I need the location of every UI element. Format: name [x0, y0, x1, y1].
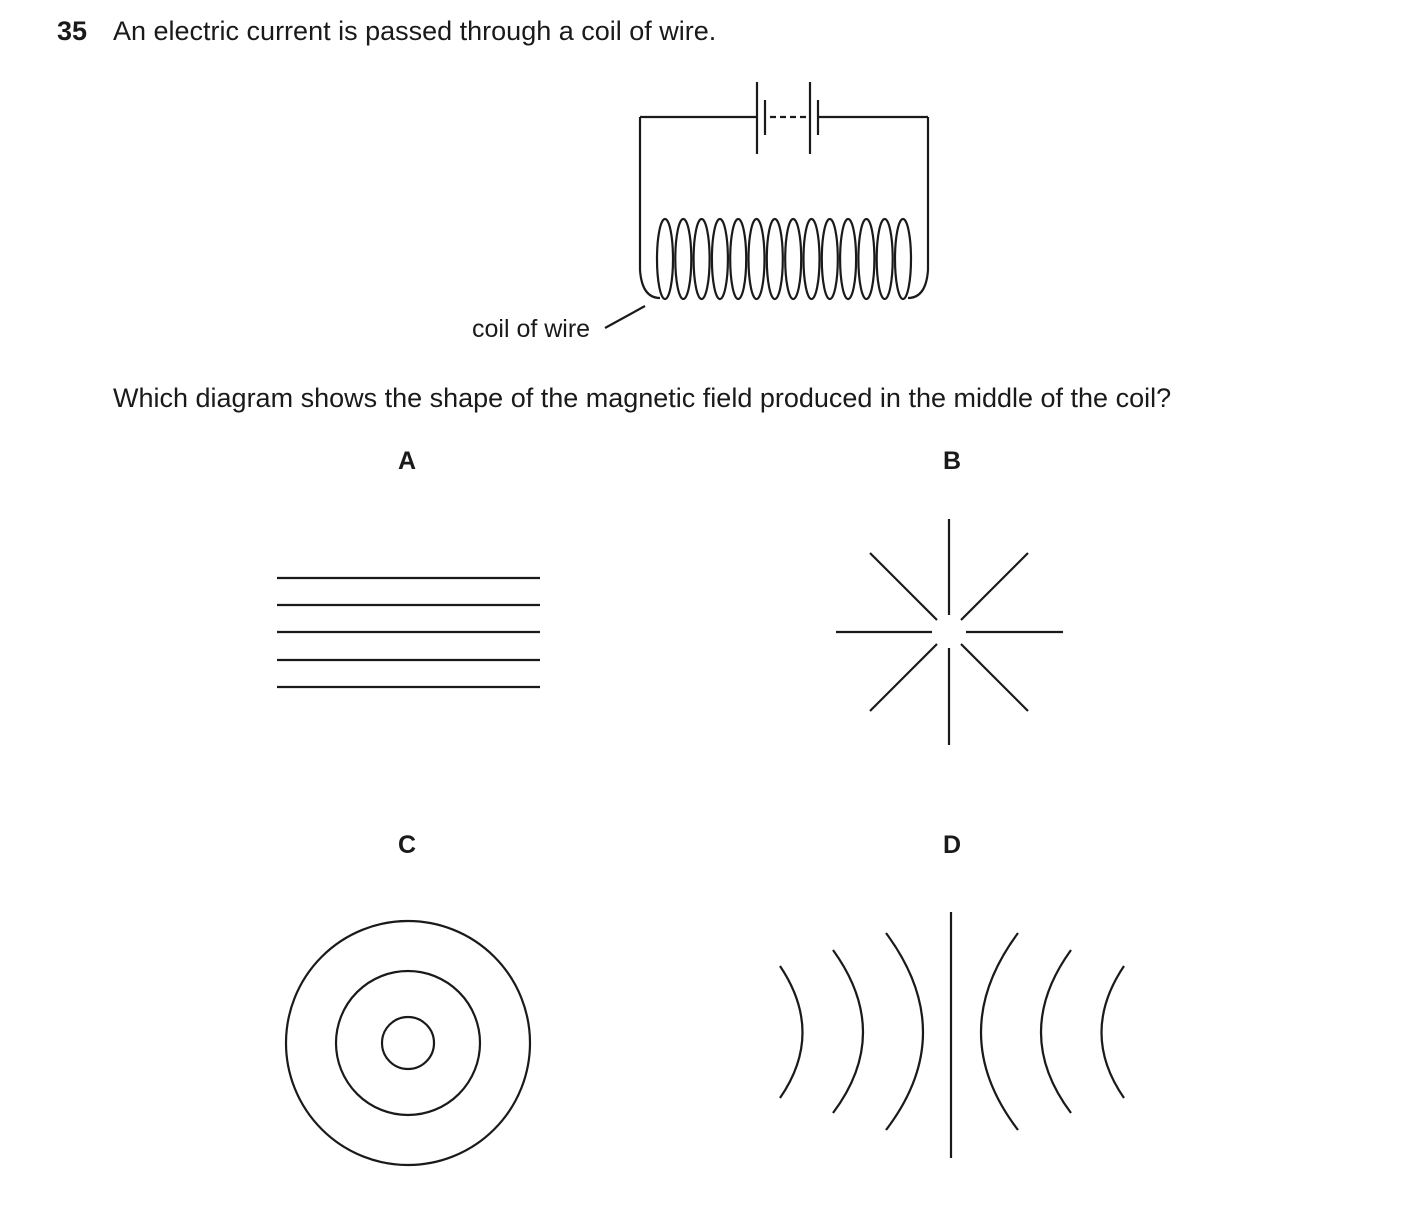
coil-loop	[895, 219, 911, 299]
coil-loop	[785, 219, 801, 299]
option-c-label[interactable]: C	[397, 831, 417, 859]
option-a-label[interactable]: A	[397, 447, 417, 475]
option-a-diagram	[277, 578, 540, 687]
battery-symbol	[640, 82, 928, 154]
coil-loop	[730, 219, 746, 299]
coil-loop	[694, 219, 710, 299]
option-b-diagram	[836, 519, 1063, 745]
coil-loop	[858, 219, 874, 299]
coil-loop	[657, 219, 673, 299]
question-prompt: Which diagram shows the shape of the magnetic field produced in the middle of the coil?	[113, 383, 1172, 413]
option-b-label[interactable]: B	[942, 447, 962, 475]
circuit-wires	[640, 117, 928, 298]
coil-loop	[675, 219, 691, 299]
coil-loop	[712, 219, 728, 299]
coil-of-wire	[657, 219, 911, 299]
option-d-diagram	[780, 912, 1124, 1158]
coil-loop	[840, 219, 856, 299]
coil-loop	[767, 219, 783, 299]
circuit-diagram	[605, 82, 928, 328]
option-c-diagram	[286, 921, 530, 1165]
coil-label-leader	[605, 306, 645, 328]
option-d-label[interactable]: D	[942, 831, 962, 859]
coil-label: coil of wire	[472, 315, 591, 343]
coil-loop	[749, 219, 765, 299]
coil-loop	[877, 219, 893, 299]
coil-loop	[804, 219, 820, 299]
coil-loop	[822, 219, 838, 299]
question-number: 35	[57, 16, 88, 46]
question-stem: An electric current is passed through a coil of wire.	[113, 16, 717, 46]
